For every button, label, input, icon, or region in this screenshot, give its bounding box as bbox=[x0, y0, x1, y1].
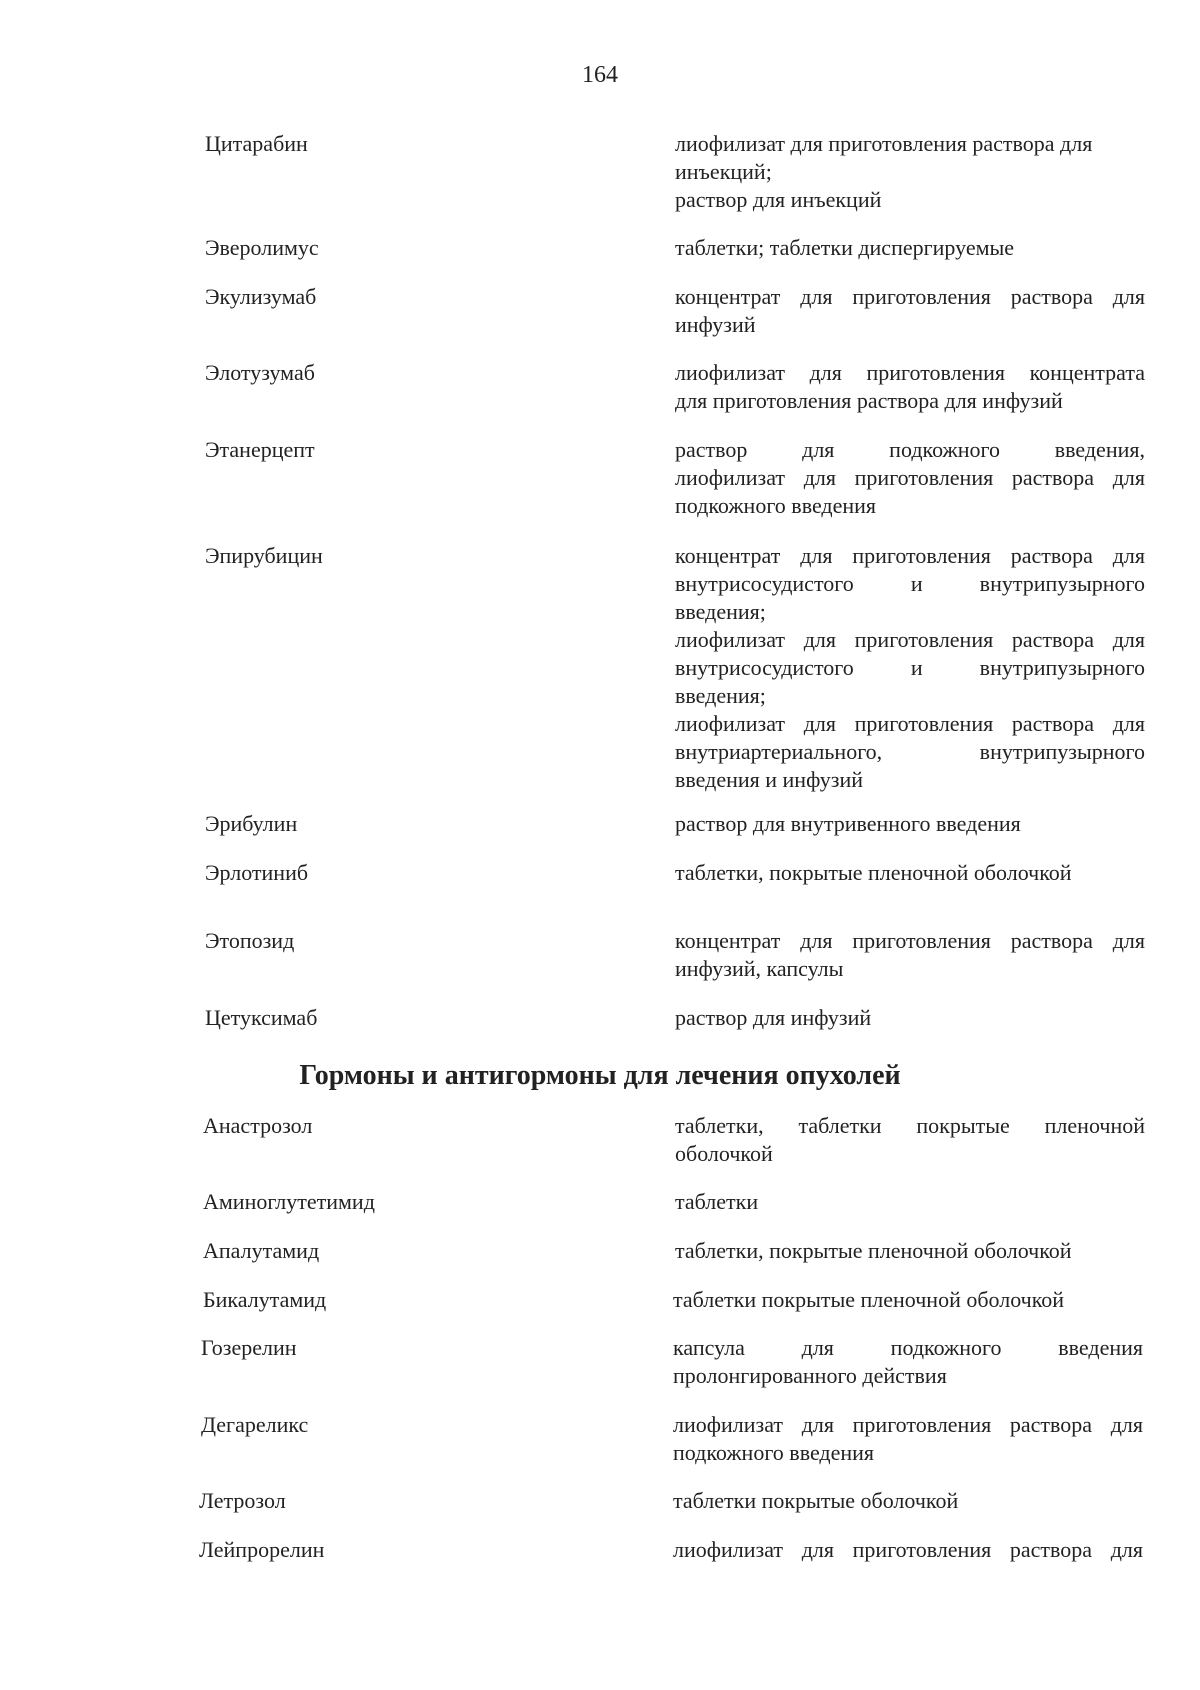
dosage-form bbox=[675, 130, 1145, 214]
dosage-form-line: внутрисосудистого и внутрипузырного bbox=[675, 655, 1145, 680]
dosage-form-line: таблетки, покрытые пленочной оболочкой bbox=[675, 860, 1072, 885]
dosage-form-line: таблетки покрытые пленочной оболочкой bbox=[673, 1287, 1065, 1312]
dosage-form-line: инфузий, капсулы bbox=[675, 956, 844, 981]
drug-name: Гозерелин bbox=[201, 1335, 297, 1360]
dosage-form-line: концентрат для приготовления раствора для bbox=[675, 928, 1145, 953]
drug-name: Анастрозол bbox=[203, 1113, 313, 1138]
dosage-form bbox=[673, 1286, 1143, 1314]
dosage-form-line: лиофилизат для приготовления раствора для bbox=[673, 1537, 1143, 1562]
dosage-form-line: оболочкой bbox=[675, 1141, 773, 1166]
dosage-form bbox=[675, 283, 1145, 339]
dosage-form bbox=[673, 1536, 1143, 1564]
dosage-form-line: раствор для подкожного введения, bbox=[675, 437, 1145, 462]
drug-name: Бикалутамид bbox=[203, 1287, 327, 1312]
dosage-form bbox=[675, 1004, 1145, 1032]
dosage-form-line: капсула для подкожного введения bbox=[673, 1335, 1143, 1360]
drug-name: Цитарабин bbox=[205, 131, 308, 156]
drug-name: Этопозид bbox=[205, 928, 295, 953]
drug-name: Летрозол bbox=[199, 1488, 286, 1513]
dosage-form bbox=[675, 810, 1145, 838]
drug-name: Экулизумаб bbox=[205, 284, 317, 309]
drug-name: Этанерцепт bbox=[205, 437, 315, 462]
dosage-form-line: таблетки покрытые оболочкой bbox=[673, 1488, 959, 1513]
dosage-form-line: пролонгированного действия bbox=[673, 1363, 947, 1388]
dosage-form-line: лиофилизат для приготовления концентрата bbox=[675, 360, 1145, 385]
dosage-form bbox=[675, 927, 1145, 983]
dosage-form-line: таблетки bbox=[675, 1189, 759, 1214]
section-heading: Гормоны и антигормоны для лечения опухолей bbox=[299, 1060, 901, 1091]
dosage-form-line: раствор для внутривенного введения bbox=[675, 811, 1021, 836]
dosage-form-line: для приготовления раствора для инфузий bbox=[675, 388, 1063, 413]
drug-name: Элотузумаб bbox=[205, 360, 315, 385]
dosage-form-line: лиофилизат для приготовления раствора для bbox=[675, 465, 1145, 490]
dosage-form bbox=[675, 359, 1145, 415]
dosage-form-line: введения; bbox=[675, 683, 766, 708]
dosage-form-line: подкожного введения bbox=[673, 1440, 875, 1465]
dosage-form-line: подкожного введения bbox=[675, 493, 877, 518]
dosage-form-line: лиофилизат для приготовления раствора для bbox=[675, 711, 1145, 736]
dosage-form-line: таблетки; таблетки диспергируемые bbox=[675, 235, 1015, 260]
drug-name: Эпирубицин bbox=[205, 543, 323, 568]
dosage-form bbox=[675, 859, 1145, 887]
dosage-form-line: инфузий bbox=[675, 312, 756, 337]
dosage-form-line: лиофилизат для приготовления раствора для bbox=[675, 627, 1145, 652]
drug-name: Апалутамид bbox=[203, 1238, 320, 1263]
drug-name: Лейпрорелин bbox=[199, 1537, 325, 1562]
dosage-form-line: внутрисосудистого и внутрипузырного bbox=[675, 571, 1145, 596]
dosage-form bbox=[675, 436, 1145, 520]
dosage-form bbox=[675, 234, 1145, 262]
dosage-form bbox=[673, 1334, 1143, 1390]
dosage-form bbox=[673, 1487, 1143, 1515]
drug-name: Эверолимус bbox=[205, 235, 319, 260]
dosage-form-line: концентрат для приготовления раствора для bbox=[675, 543, 1145, 568]
dosage-form bbox=[675, 542, 1145, 794]
page-number: 164 bbox=[582, 62, 618, 88]
dosage-form-line: введения; bbox=[675, 599, 766, 624]
dosage-form-line: концентрат для приготовления раствора для bbox=[675, 284, 1145, 309]
dosage-form bbox=[673, 1411, 1143, 1467]
dosage-form-line: таблетки, покрытые пленочной оболочкой bbox=[675, 1238, 1072, 1263]
dosage-form-line: внутриартериального, внутрипузырного bbox=[675, 739, 1145, 764]
dosage-form-line: лиофилизат для приготовления раствора для bbox=[673, 1412, 1143, 1437]
dosage-form-line: раствор для инфузий bbox=[675, 1005, 872, 1030]
dosage-form bbox=[675, 1188, 1145, 1216]
dosage-form-line: таблетки, таблетки покрытые пленочной bbox=[675, 1113, 1145, 1138]
dosage-form-line: раствор для инъекций bbox=[675, 187, 882, 212]
drug-name: Эрлотиниб bbox=[205, 860, 309, 885]
drug-name: Аминоглутетимид bbox=[203, 1189, 375, 1214]
drug-name: Эрибулин bbox=[205, 811, 298, 836]
dosage-form-line: лиофилизат для приготовления раствора для bbox=[675, 131, 1093, 156]
drug-name: Дегареликс bbox=[201, 1412, 309, 1437]
dosage-form bbox=[675, 1112, 1145, 1168]
dosage-form-line: инъекций; bbox=[675, 159, 772, 184]
drug-name: Цетуксимаб bbox=[205, 1005, 318, 1030]
dosage-form bbox=[675, 1237, 1145, 1265]
dosage-form-line: введения и инфузий bbox=[675, 767, 864, 792]
